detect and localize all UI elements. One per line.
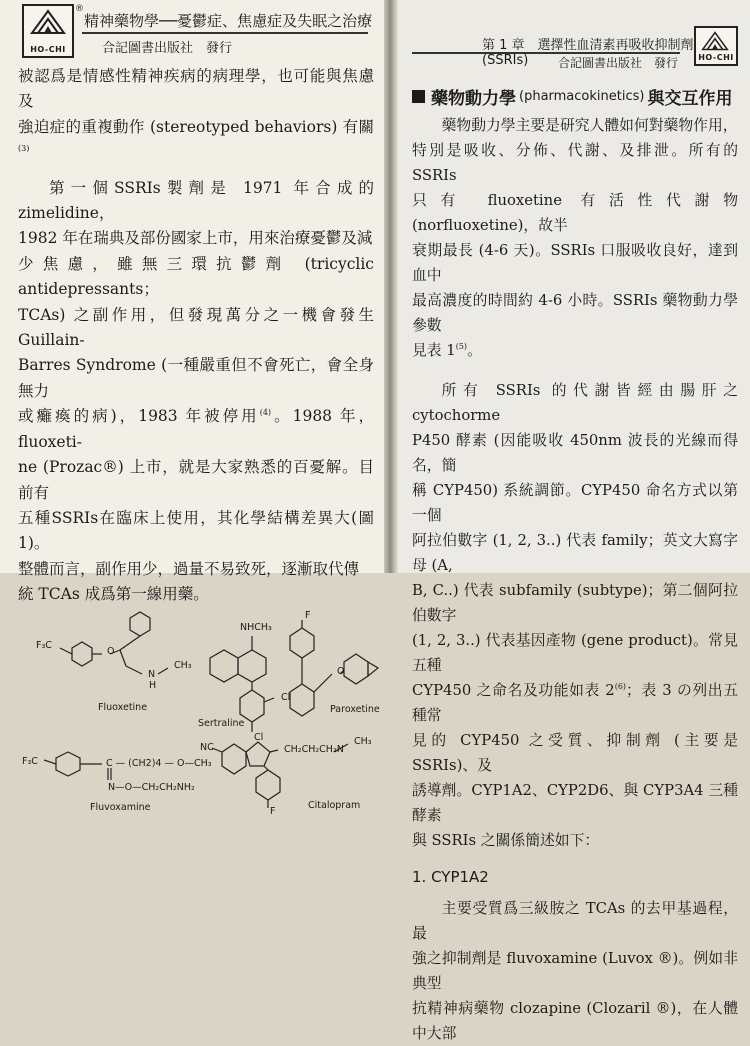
- label-f3c: F₃C: [36, 639, 52, 651]
- label-fluorine: F: [305, 609, 311, 621]
- ho-chi-logo-icon: [700, 31, 730, 51]
- fluoxetine-ring-b: [130, 612, 150, 636]
- text-line: 或癱瘓的病)，1983 年被停用: [18, 407, 260, 426]
- square-bullet-icon: [412, 90, 425, 103]
- publisher-logo: [22, 4, 84, 58]
- text-line: 五種SSRIs在臨床上使用，其化學結構差異大(圖 1)。: [18, 508, 374, 553]
- text-line: P450 酵素 (因能吸收 450nm 波長的光線而得名，簡: [412, 432, 738, 474]
- label-fluorine: F: [270, 805, 276, 817]
- label-nitrile: NC: [200, 741, 214, 753]
- text-line: TCAs) 之副作用，但發現萬分之一機會發生 Guillain-: [18, 305, 374, 350]
- text-line: ne (Prozac®) 上市，就是大家熟悉的百憂解。目前有: [18, 458, 374, 502]
- text-line: 誘導劑。CYP1A2、CYP2D6、與 CYP3A4 三種酵素: [412, 782, 738, 824]
- right-running-header: [412, 0, 738, 70]
- label-citalopram: Citalopram: [308, 799, 361, 811]
- text-line: 。: [467, 342, 482, 359]
- label-nhch3: NHCH₃: [240, 621, 272, 633]
- label-fluvoxamine-oxime: N—O—CH₂CH₂NH₂: [108, 781, 195, 793]
- text-line: 少焦慮，雖無三環抗鬱劑 (tricyclic antidepressants；: [18, 254, 374, 299]
- subsection-heading: 1. CYP1A2: [412, 868, 489, 886]
- label-fluvoxamine: Fluvoxamine: [90, 801, 151, 813]
- text-line: 見的 CYP450 之受質、抑制劑 (主要是 SSRIs)、及: [412, 732, 738, 774]
- text-line: 藥物動力學主要是研究人體如何對藥物作用，: [441, 117, 738, 134]
- registered-mark: ®: [75, 4, 84, 14]
- chemical-structures-drawing: [12, 609, 382, 816]
- text-line: 只有 fluoxetine 有活性代謝物 (norfluoxetine)，故半: [412, 192, 738, 234]
- publisher-logo: [694, 26, 738, 66]
- sertraline-ring-b: [238, 650, 266, 682]
- text-line: 與 SSRIs 之關係簡述如下：: [412, 832, 600, 849]
- label-f3c: F₃C: [22, 755, 38, 767]
- text-line: 。1988 年，fluoxeti-: [18, 407, 375, 451]
- section-heading-text: 藥物動力學: [431, 89, 516, 109]
- paroxetine-ring-piperidine: [290, 684, 314, 716]
- text-line: 抗精神病藥物 clozapine (Clozaril ®)，在人體中大部: [412, 1000, 738, 1042]
- label-fluvoxamine-chain: C — (CH2)4 — O—CH₃: [106, 757, 212, 769]
- paroxetine-ring-fluorophenyl: [290, 628, 314, 658]
- text-line: 被認爲是情感性精神疾病的病理學，也可能與焦慮及: [18, 67, 374, 111]
- book-title: 精神藥物學──憂鬱症、焦慮症及失眠之治療: [84, 12, 373, 30]
- section-heading-tail: 與交互作用: [647, 89, 733, 109]
- label-nitrogen: N: [148, 668, 156, 680]
- text-line: CYP450 之命名及功能如表 2: [412, 682, 615, 699]
- publisher-line: 合記圖書出版社 發行: [102, 41, 233, 56]
- ho-chi-logo-icon: [30, 9, 66, 35]
- label-oxygen: O: [107, 645, 115, 657]
- paragraph: [18, 176, 374, 608]
- text-line: 阿拉伯數字 (1, 2, 3..) 代表 family；英文大寫字母 (A,: [412, 532, 738, 574]
- paragraph-gap: [412, 363, 738, 378]
- publisher-line: 合記圖書出版社 發行: [557, 56, 678, 70]
- label-hydrogen: H: [149, 679, 157, 691]
- book-gutter: [384, 0, 398, 573]
- text-line: 主要受質爲三級胺之 TCAs 的去甲基過程，最: [412, 900, 738, 942]
- text-line: 見表 1: [412, 342, 456, 359]
- text-line: 稱 CYP450) 系統調節。CYP450 命名方式以第一個: [412, 482, 738, 524]
- section-heading: [412, 84, 738, 109]
- citalopram-ring-fluorophenyl: [256, 770, 280, 800]
- label-chlorine: Cl: [254, 731, 264, 743]
- text-line: B, C..) 代表 subfamily (subtype)；第二個阿拉伯數字: [412, 582, 738, 624]
- logo-brand-text: HO-CHI: [698, 53, 734, 62]
- reference-mark: (3): [18, 144, 30, 154]
- right-page: [398, 0, 750, 1042]
- ssri-structures-figure: [18, 609, 380, 817]
- text-line: 特別是吸收、分佈、代謝、及排泄。所有的 SSRIs: [412, 142, 738, 184]
- text-line: 整體而言，副作用少，過量不易致死，逐漸取代傳: [18, 559, 360, 578]
- reference-mark: (4): [259, 408, 272, 418]
- text-line: 強迫症的重複動作 (stereotyped behaviors) 有關: [18, 117, 374, 136]
- label-citalopram-chain: CH₂CH₂CH₂N: [284, 743, 344, 755]
- chapter-title: 第 1 章 選擇性血清素再吸收抑制劑 (SSRIs): [482, 38, 694, 68]
- paragraph: [412, 378, 738, 853]
- label-oxygen: O: [337, 665, 345, 677]
- header-rule: [82, 32, 368, 34]
- left-page: [0, 0, 384, 817]
- paragraph: [412, 896, 738, 1046]
- text-line: (1, 2, 3..) 代表基因產物 (gene product)。常見五種: [412, 632, 738, 674]
- label-methyl: CH₃: [174, 659, 192, 671]
- text-line: Barres Syndrome (一種嚴重但不會死亡，會全身無力: [18, 356, 374, 400]
- text-line: 最高濃度的時間約 4-6 小時。SSRIs 藥物動力學參數: [412, 292, 738, 334]
- text-line: 所有 SSRIs 的代謝皆經由腸肝之 cytochorme: [412, 382, 738, 424]
- text-line: 第一個SSRIs製劑是 1971 年合成的 zimelidine，: [18, 178, 374, 223]
- text-line: 1982 年在瑞典及部份國家上市，用來治療憂鬱及減: [18, 229, 373, 248]
- right-body-text: [412, 113, 738, 1046]
- label-sertraline: Sertraline: [198, 717, 245, 729]
- text-line: 統 TCAs 成爲第一線用藥。: [18, 585, 209, 604]
- label-methyl: CH₃: [354, 735, 372, 747]
- fluoxetine-ring-a: [72, 642, 92, 666]
- label-paroxetine: Paroxetine: [330, 703, 380, 715]
- citalopram-ring-a: [222, 744, 246, 774]
- label-fluoxetine: Fluoxetine: [98, 701, 148, 713]
- text-line: 衰期最長 (4-6 天)。SSRIs 口服吸收良好，達到血中: [412, 242, 738, 284]
- text-line: 強之抑制劑是 fluvoxamine (Luvox ®)。例如非典型: [412, 950, 738, 992]
- sertraline-ring-a: [210, 650, 238, 682]
- paragraph: [18, 64, 374, 166]
- reference-mark: (6): [614, 682, 627, 692]
- text-line: ；表 3 の列出五種常: [412, 682, 738, 724]
- paroxetine-ring-benzodioxole: [344, 654, 368, 684]
- label-chlorine: Cl: [281, 691, 291, 703]
- fluvoxamine-ring: [56, 752, 80, 776]
- reference-mark: (5): [455, 342, 468, 352]
- paragraph: [412, 113, 738, 363]
- citalopram-ring-furan: [246, 742, 270, 766]
- section-heading-english: (pharmacokinetics): [519, 89, 645, 104]
- left-running-header: [18, 0, 374, 64]
- left-body-text: [18, 64, 374, 608]
- logo-brand-text: HO-CHI: [30, 45, 66, 54]
